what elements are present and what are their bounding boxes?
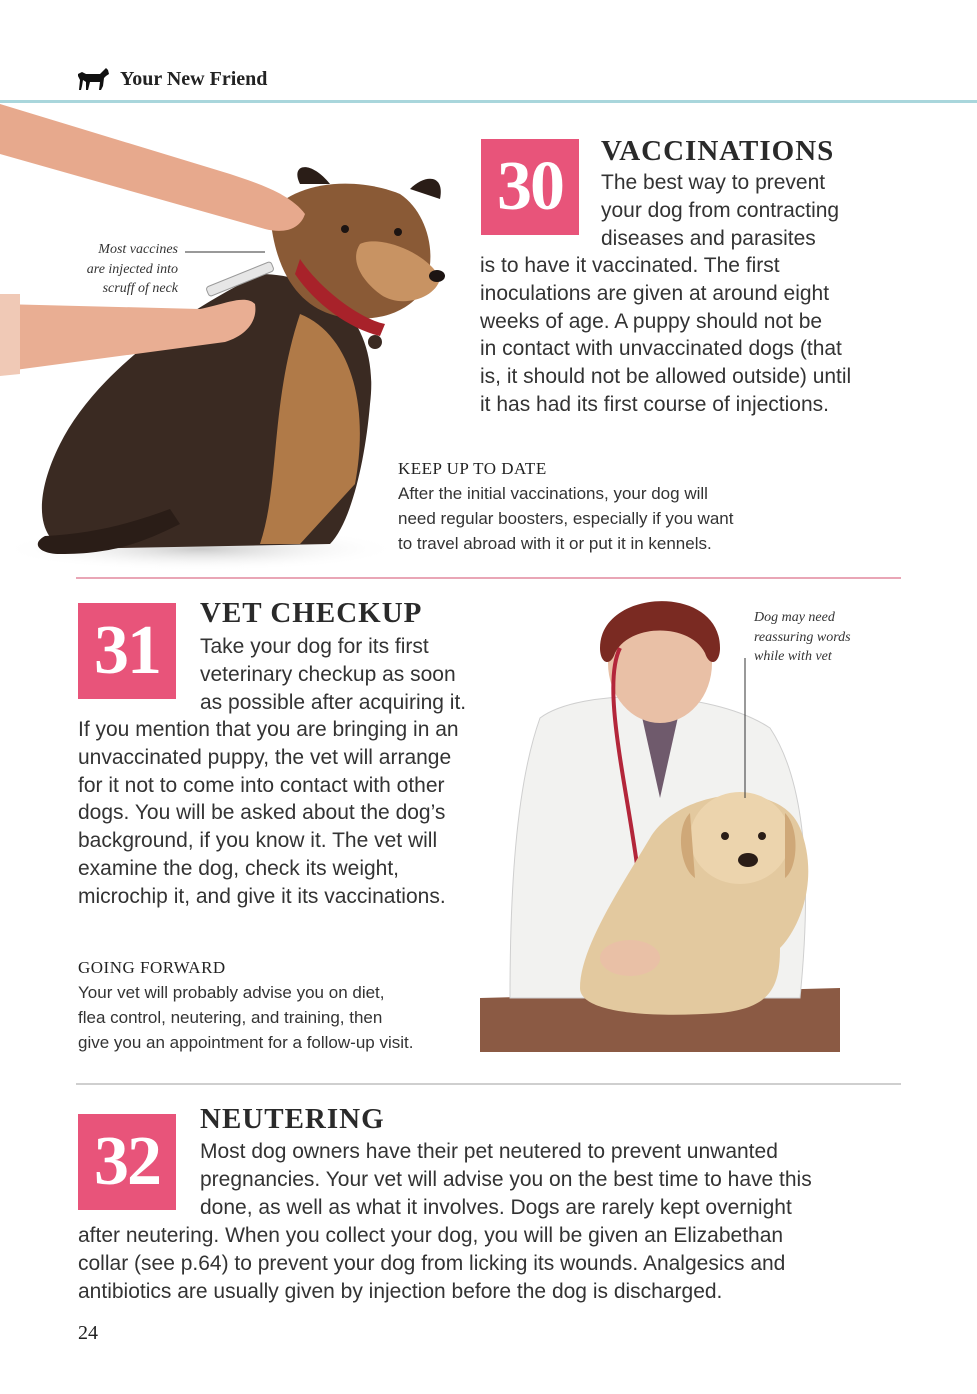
section-divider — [76, 1083, 901, 1085]
tip-intro: The best way to prevent your dog from contracting diseases and parasites — [601, 171, 840, 250]
tip-subhead: KEEP UP TO DATE — [398, 459, 547, 478]
tip-subtext: After the initial vaccinations, your dog will need regular boosters, especially if you want to travel abroad with it or put it in kennels. — [398, 484, 734, 553]
tip-body: after neutering. When you collect your dog, you will be given an Elizabethan collar (see p.64) to prevent your dog from licking its wounds. Analgesics and antibiotics are usually given by injection before the dog is discharged. — [78, 1224, 786, 1303]
vet-checkup-caption: Dog may need reassuring words while with vet — [754, 610, 851, 664]
tip-title: VET CHECKUP — [200, 597, 423, 629]
vaccination-caption: Most vaccines are injected into scruff of neck — [86, 242, 178, 296]
tip-number-badge: 32 — [78, 1114, 176, 1210]
header-rule — [0, 100, 977, 103]
tip-intro: Take your dog for its first veterinary checkup as soon as possible after acquiring it. — [200, 635, 467, 714]
page-number: 24 — [78, 1322, 98, 1344]
tip-title: NEUTERING — [200, 1103, 385, 1135]
tip-subhead: GOING FORWARD — [78, 958, 226, 977]
tip-body: If you mention that you are bringing in an unvaccinated puppy, the vet will arrange for it not to come into contact with other dogs. You will be asked about the dog’s background, if you know it. The vet will examine the dog, check its weight, microchip it, and give it its vaccinations. — [78, 718, 459, 908]
running-header — [76, 66, 267, 92]
tip-title: VACCINATIONS — [601, 135, 835, 167]
header-title: Your New Friend — [120, 67, 268, 90]
tip-body: is to have it vaccinated. The first inoculations are given at around eight weeks of age. A puppy should not be in contact with unvaccinated dogs (that is, it should not be allowed outside) until it has had its first course of injections. — [480, 254, 852, 416]
tip-intro: Most dog owners have their pet neutered to prevent unwanted pregnancies. Your vet will advise you on the best time to have this done, as well as what it involves. Dogs are rarely kept overnight — [200, 1140, 812, 1219]
tip-number-badge: 31 — [78, 603, 176, 699]
dog-silhouette-icon — [76, 66, 110, 92]
tip-subtext: Your vet will probably advise you on diet, flea control, neutering, and training, then give you an appointment for a follow-up visit. — [78, 983, 414, 1052]
tip-number-badge: 30 — [481, 139, 579, 235]
